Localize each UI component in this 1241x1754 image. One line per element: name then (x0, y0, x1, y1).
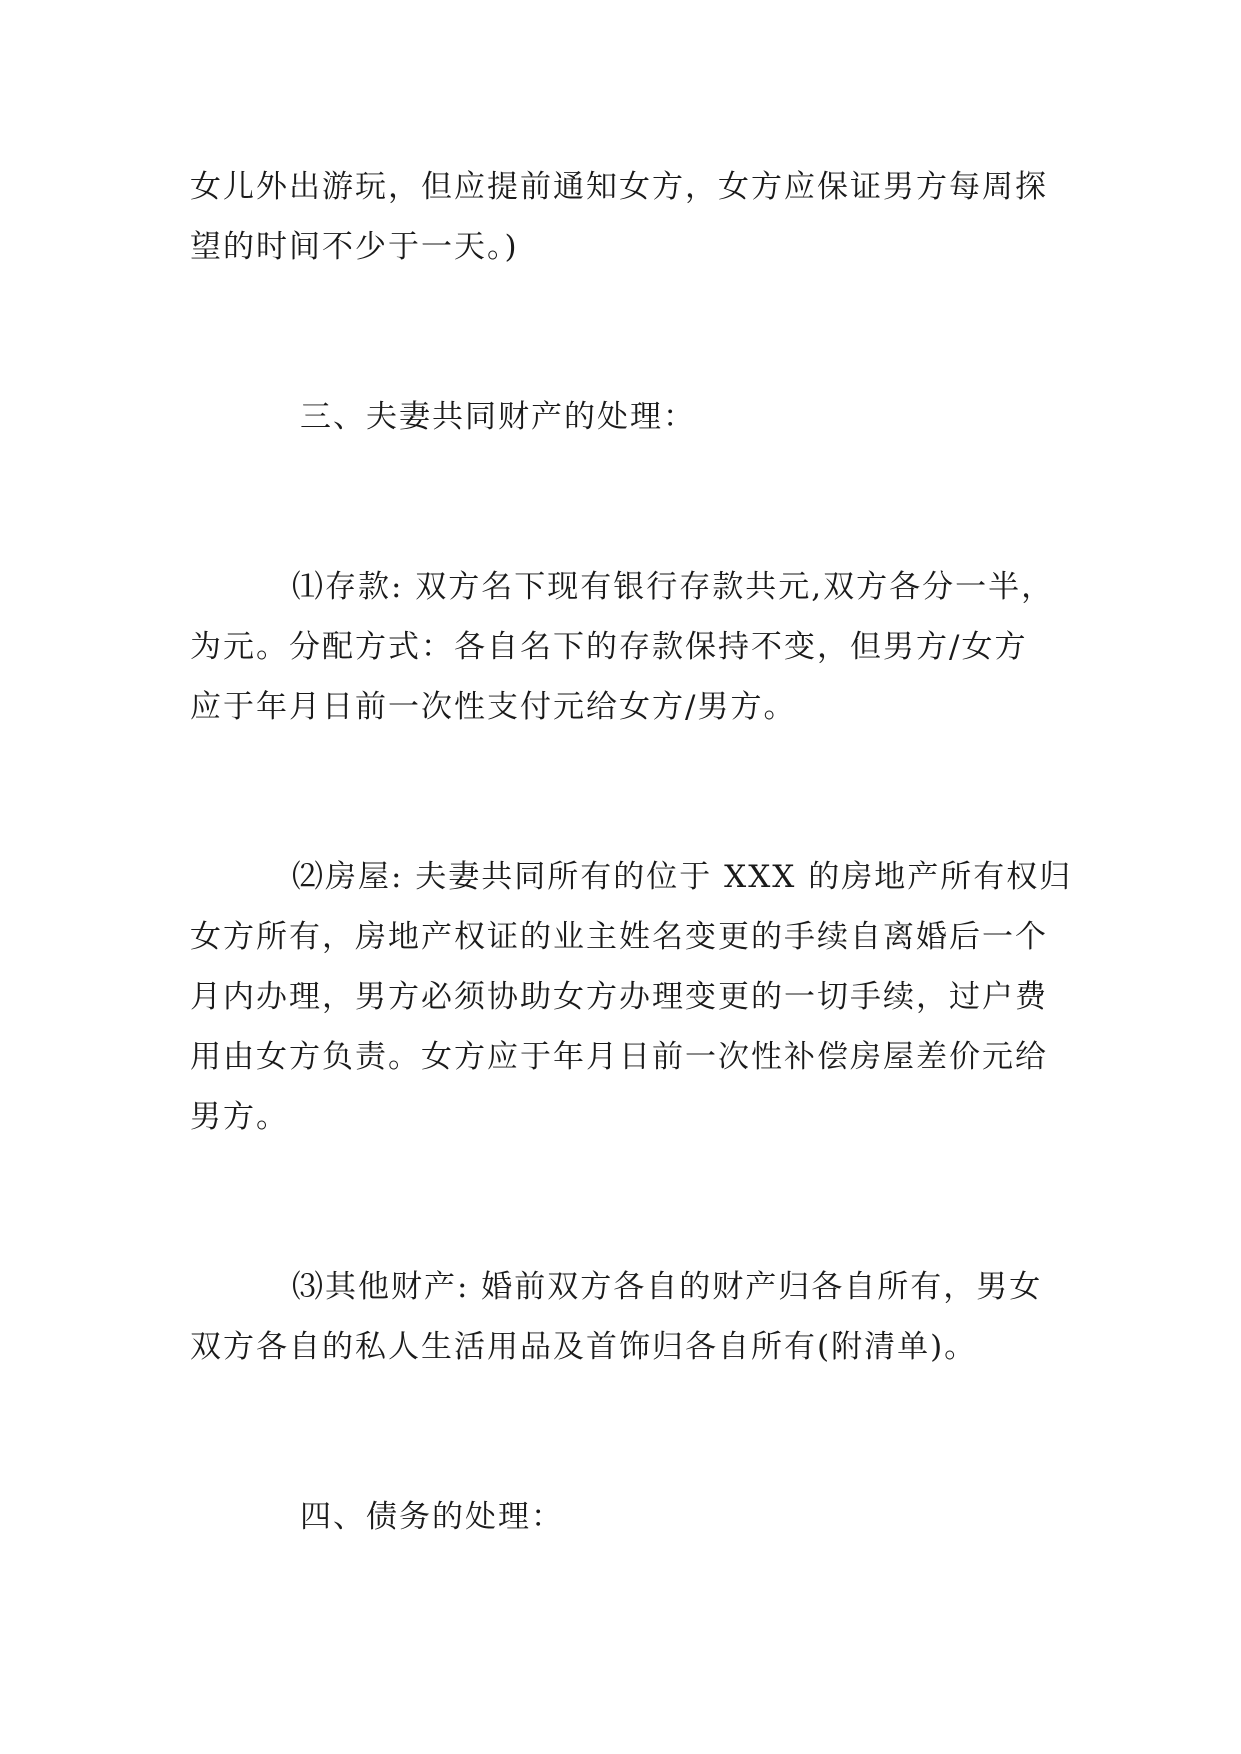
paragraph-line: 望的时间不少于一天。) (190, 229, 519, 265)
paragraph-line: 用由女方负责。女方应于年月日前一次性补偿房屋差价元给 (190, 1039, 1048, 1075)
paragraph-line: 女方所有，房地产权证的业主姓名变更的手续自离婚后一个 (190, 919, 1048, 955)
paragraph-line: 为元。分配方式：各自名下的存款保持不变，但男方/女方 (190, 629, 1028, 665)
paragraph-line: ⑴存款: 双方名下现有银行存款共元,双方各分一半， (292, 569, 1055, 605)
paragraph-line: ⑵房屋: 夫妻共同所有的位于 XXX 的房地产所有权归 (292, 859, 1073, 895)
paragraph-line: 男方。 (190, 1099, 289, 1135)
paragraph-line: 双方各自的私人生活用品及首饰归各自所有(附清单)。 (190, 1329, 978, 1365)
paragraph-line: 女儿外出游玩，但应提前通知女方，女方应保证男方每周探 (190, 169, 1048, 205)
paragraph-line: 月内办理，男方必须协助女方办理变更的一切手续，过户费 (190, 979, 1048, 1015)
section-heading-debts: 四、债务的处理： (300, 1499, 564, 1535)
section-heading-property: 三、夫妻共同财产的处理： (300, 399, 696, 435)
paragraph-line: 应于年月日前一次性支付元给女方/男方。 (190, 689, 797, 725)
paragraph-line: ⑶其他财产: 婚前双方各自的财产归各自所有，男女 (292, 1269, 1043, 1305)
